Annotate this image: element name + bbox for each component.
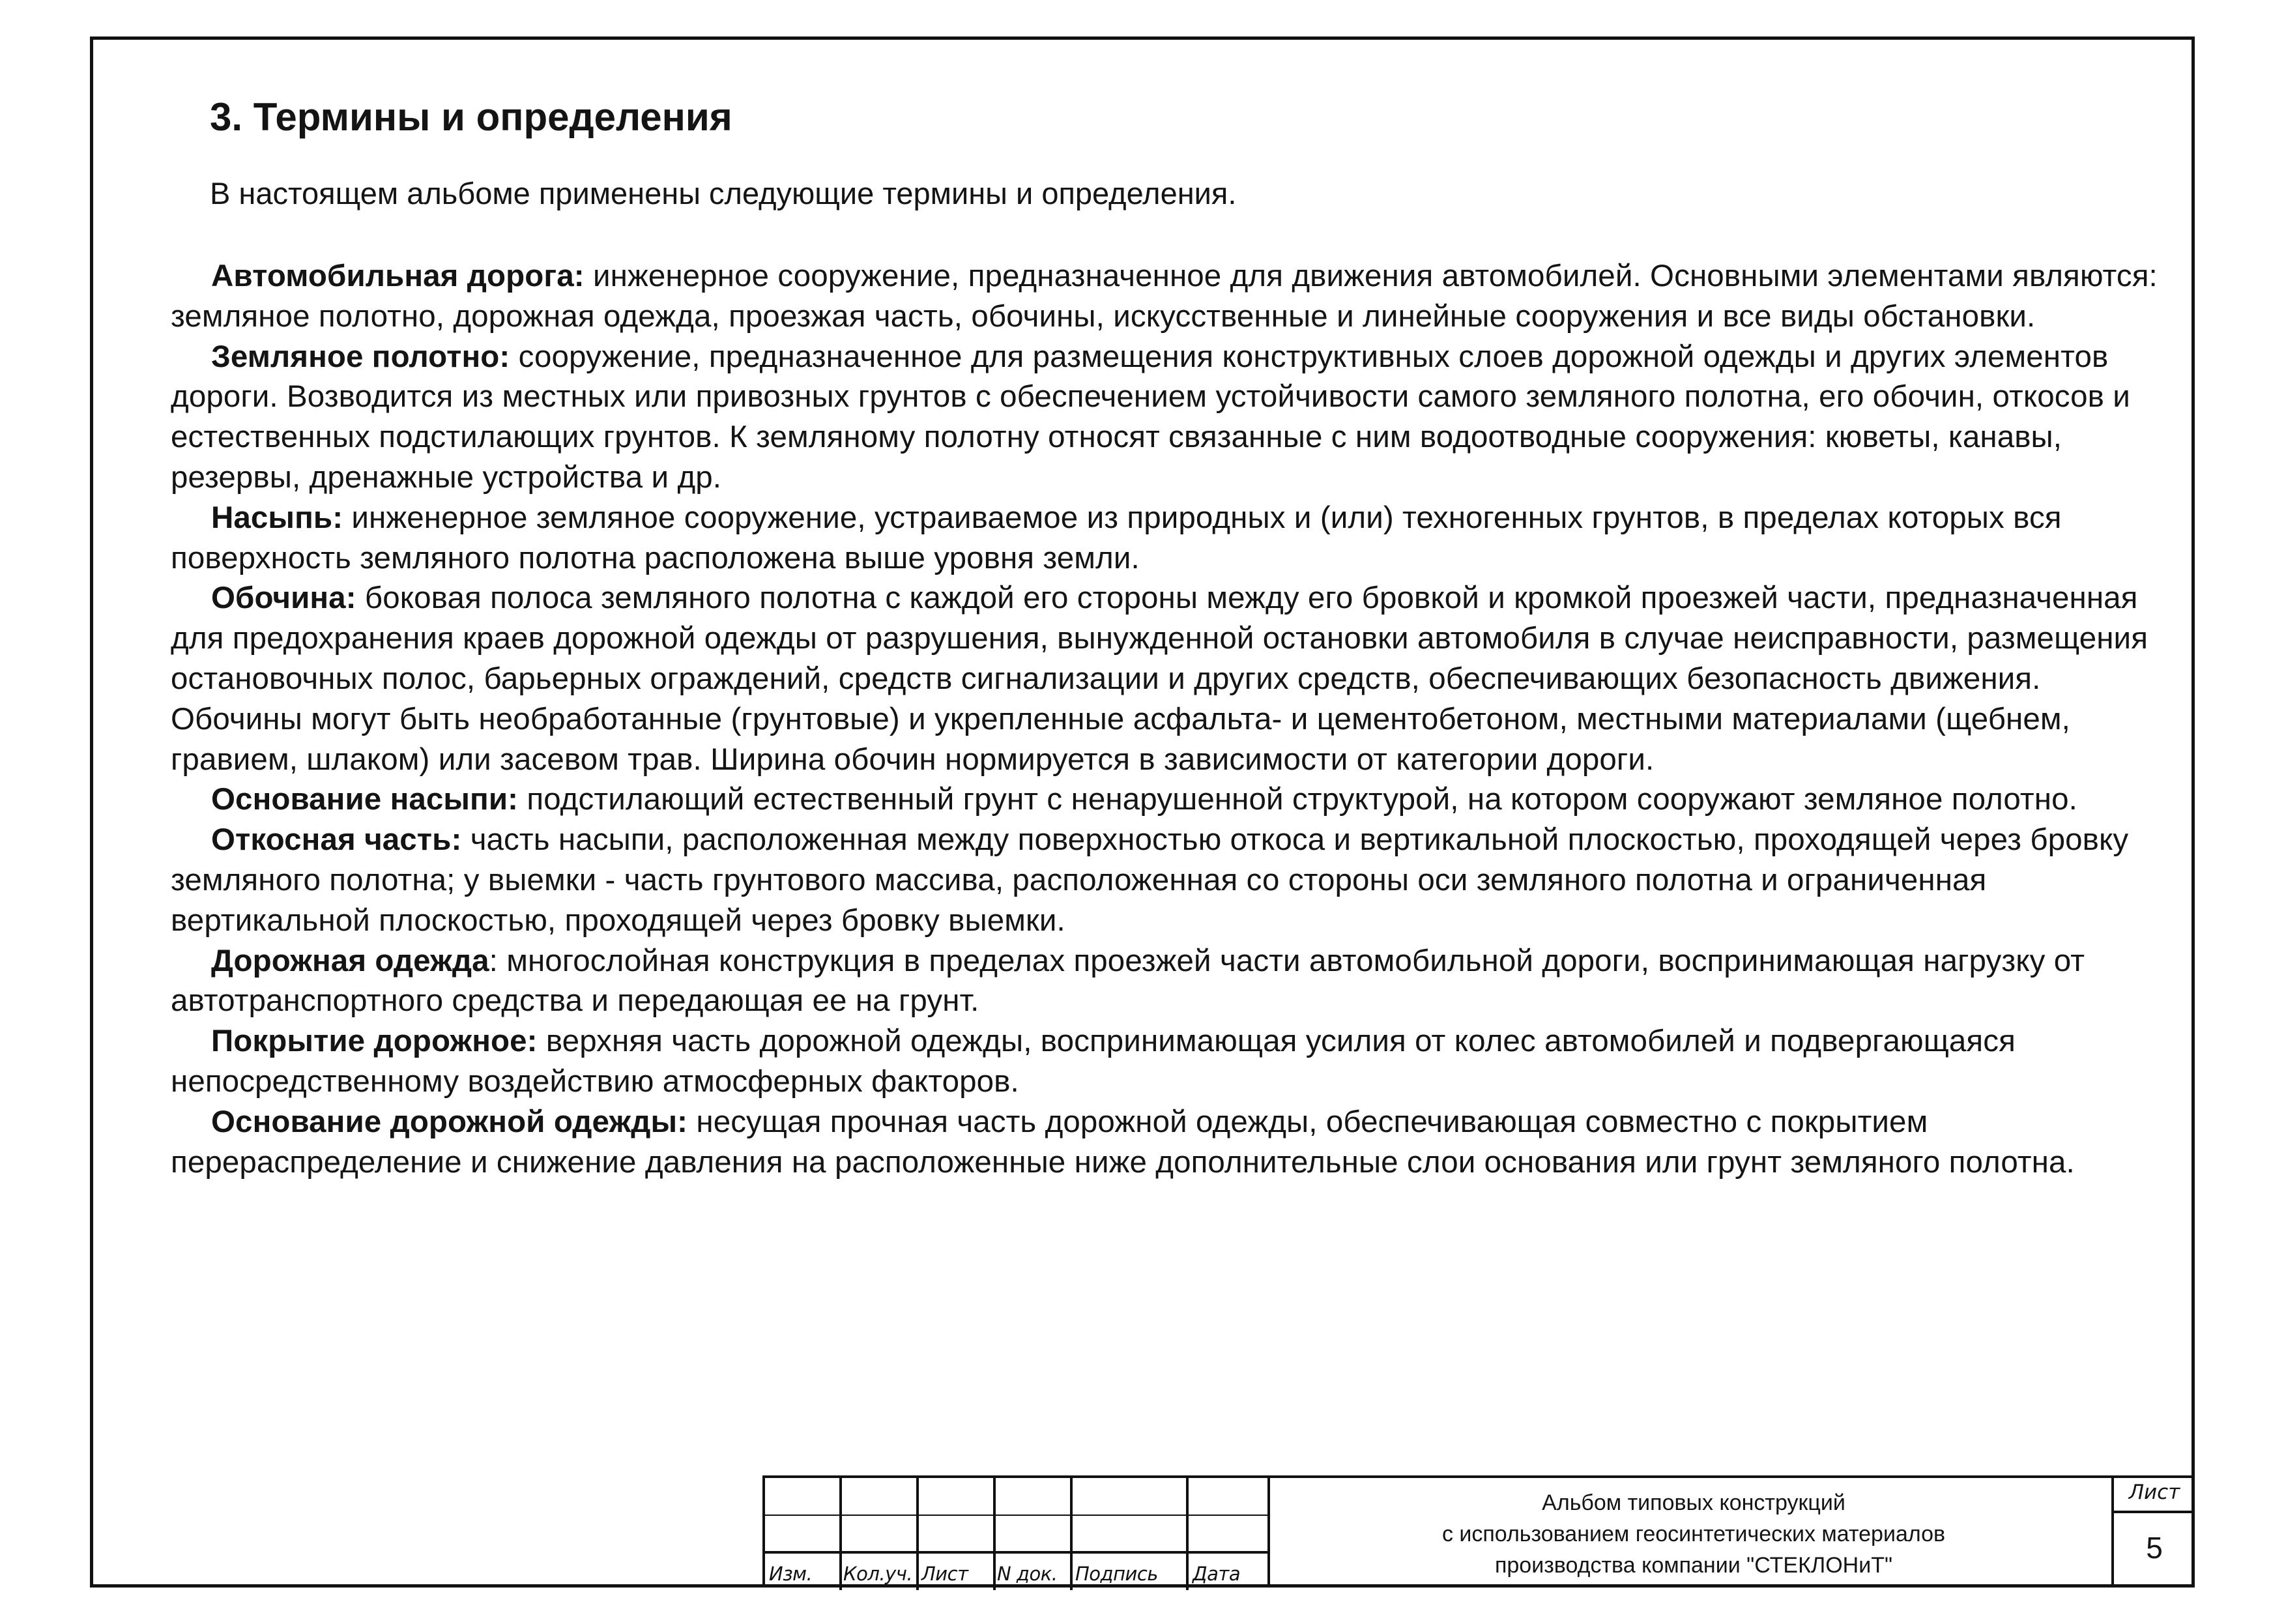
definition-paragraph [171, 1021, 2165, 1102]
definition-term: Земляное полотно: [211, 339, 510, 374]
definition-text: инженерное земляное сооружение, устраиваемое из природных и (или) техногенных грунтов, в пределах которых вся поверхность земляного полотна расположена выше уровня земли. [171, 500, 2062, 575]
revision-grid [762, 1475, 1267, 1588]
album-title-line: производства компании "СТЕКЛОНиТ" [1494, 1553, 1893, 1578]
definition-paragraph [171, 1102, 2165, 1183]
section-title: 3. Термины и определения [210, 95, 732, 139]
document-body [171, 91, 2165, 1182]
album-title [1270, 1487, 2117, 1581]
definition-paragraph [171, 820, 2165, 940]
col-label-izm: Изм. [769, 1563, 813, 1585]
definition-text: несущая прочная часть дорожной одежды, обеспечивающая совместно с покрытием перераспределение и снижение давления на расположенные ниже дополнительные слои основания или грунт земляного полотна. [171, 1104, 2075, 1180]
col-label-podpis: Подпись [1075, 1563, 1158, 1585]
definition-text: верхняя часть дорожной одежды, воспринимающая усилия от колес автомобилей и подвергающаяся непосредственному воздействию атмосферных факторов. [171, 1024, 2016, 1099]
definition-term: Основание насыпи: [211, 782, 519, 817]
definitions-list [171, 256, 2165, 1182]
grid-row-line [765, 1515, 1270, 1516]
grid-divider [839, 1478, 842, 1590]
definition-paragraph [171, 256, 2165, 337]
sheet-number: 5 [2146, 1531, 2163, 1565]
definition-text: подстилающий естественный грунт с ненарушенной структурой, на котором сооружают земляное полотно. [518, 782, 2077, 817]
definition-paragraph [171, 578, 2165, 779]
definition-text: инженерное сооружение, предназначенное для движения автомобилей. Основными элементами являются: земляное полотно, дорожная одежда, проезжая часть, обочины, искусственные и линейные сооружения и все виды обстановки. [171, 259, 2158, 334]
section-intro: В настоящем альбоме применены следующие термины и определения. [210, 176, 1237, 210]
definition-paragraph [171, 337, 2165, 498]
title-block [762, 1475, 2195, 1588]
album-title-line: с использованием геосинтетических материалов [1441, 1522, 1946, 1546]
definition-text: : многослойная конструкция в пределах проезжей части автомобильной дороги, воспринимающая нагрузку от автотранспортного средства и передающая ее на грунт. [171, 943, 2085, 1019]
col-label-ndok: N док. [997, 1563, 1058, 1585]
definition-paragraph [171, 779, 2165, 820]
grid-divider [1070, 1478, 1073, 1590]
grid-row-line [765, 1551, 1270, 1554]
definition-paragraph [171, 941, 2165, 1022]
definition-term: Откосная часть: [211, 822, 462, 858]
grid-divider [916, 1478, 919, 1590]
sheet-number-box [2111, 1475, 2195, 1588]
grid-divider [993, 1478, 996, 1590]
definition-text: часть насыпи, расположенная между поверхностью откоса и вертикальной плоскостью, проходящей через бровку земляного полотна; у выемки - часть грунтового массива, расположенная со стороны оси земляного полотна и ограниченная вертикальной плоскостью, проходящей через бровку выемки. [171, 822, 2129, 938]
album-title-box [1267, 1475, 2115, 1588]
definition-term: Насыпь: [211, 500, 343, 535]
definition-term: Обочина: [211, 581, 356, 616]
sheet-divider [2114, 1511, 2195, 1513]
definition-text: сооружение, предназначенное для размещения конструктивных слоев дорожной одежды и других элементов дороги. Возводится из местных или привозных грунтов с обеспечением устойчивости самого земляного полотна, его обочин, откосов и естественных подстилающих грунтов. К земляному полотну относят связанные с ним водоотводные сооружения: кюветы, канавы, резервы, дренажные устройства и др. [171, 339, 2130, 495]
sheet-label: Лист [2128, 1481, 2180, 1504]
definition-term: Основание дорожной одежды: [211, 1104, 688, 1139]
definition-text: боковая полоса земляного полотна с каждой его стороны между его бровкой и кромкой проезжей части, предназначенная для предохранения краев дорожной одежды от разрушения, вынужденной остановки автомобиля в случае неисправности, размещения остановочных полос, барьерных ограждений, средств сигнализации и других средств, обеспечивающих безопасность движения. Обочины могут быть необработанные (грунтовые) и укрепленные асфальта- и цементобетоном, местными материалами (щебнем, гравием, шлаком) или засевом трав. Ширина обочин нормируется в зависимости от категории дороги. [171, 581, 2148, 777]
col-label-data: Дата [1193, 1563, 1241, 1585]
album-title-line: Альбом типовых конструкций [1542, 1490, 1845, 1515]
definition-term: Дорожная одежда [211, 943, 489, 978]
grid-divider [1186, 1478, 1189, 1590]
definition-paragraph [171, 498, 2165, 579]
definition-term: Автомобильная дорога: [211, 259, 585, 293]
definition-term: Покрытие дорожное: [211, 1024, 538, 1059]
col-label-list: Лист [921, 1563, 968, 1585]
col-label-koluch: Кол.уч. [843, 1563, 913, 1585]
